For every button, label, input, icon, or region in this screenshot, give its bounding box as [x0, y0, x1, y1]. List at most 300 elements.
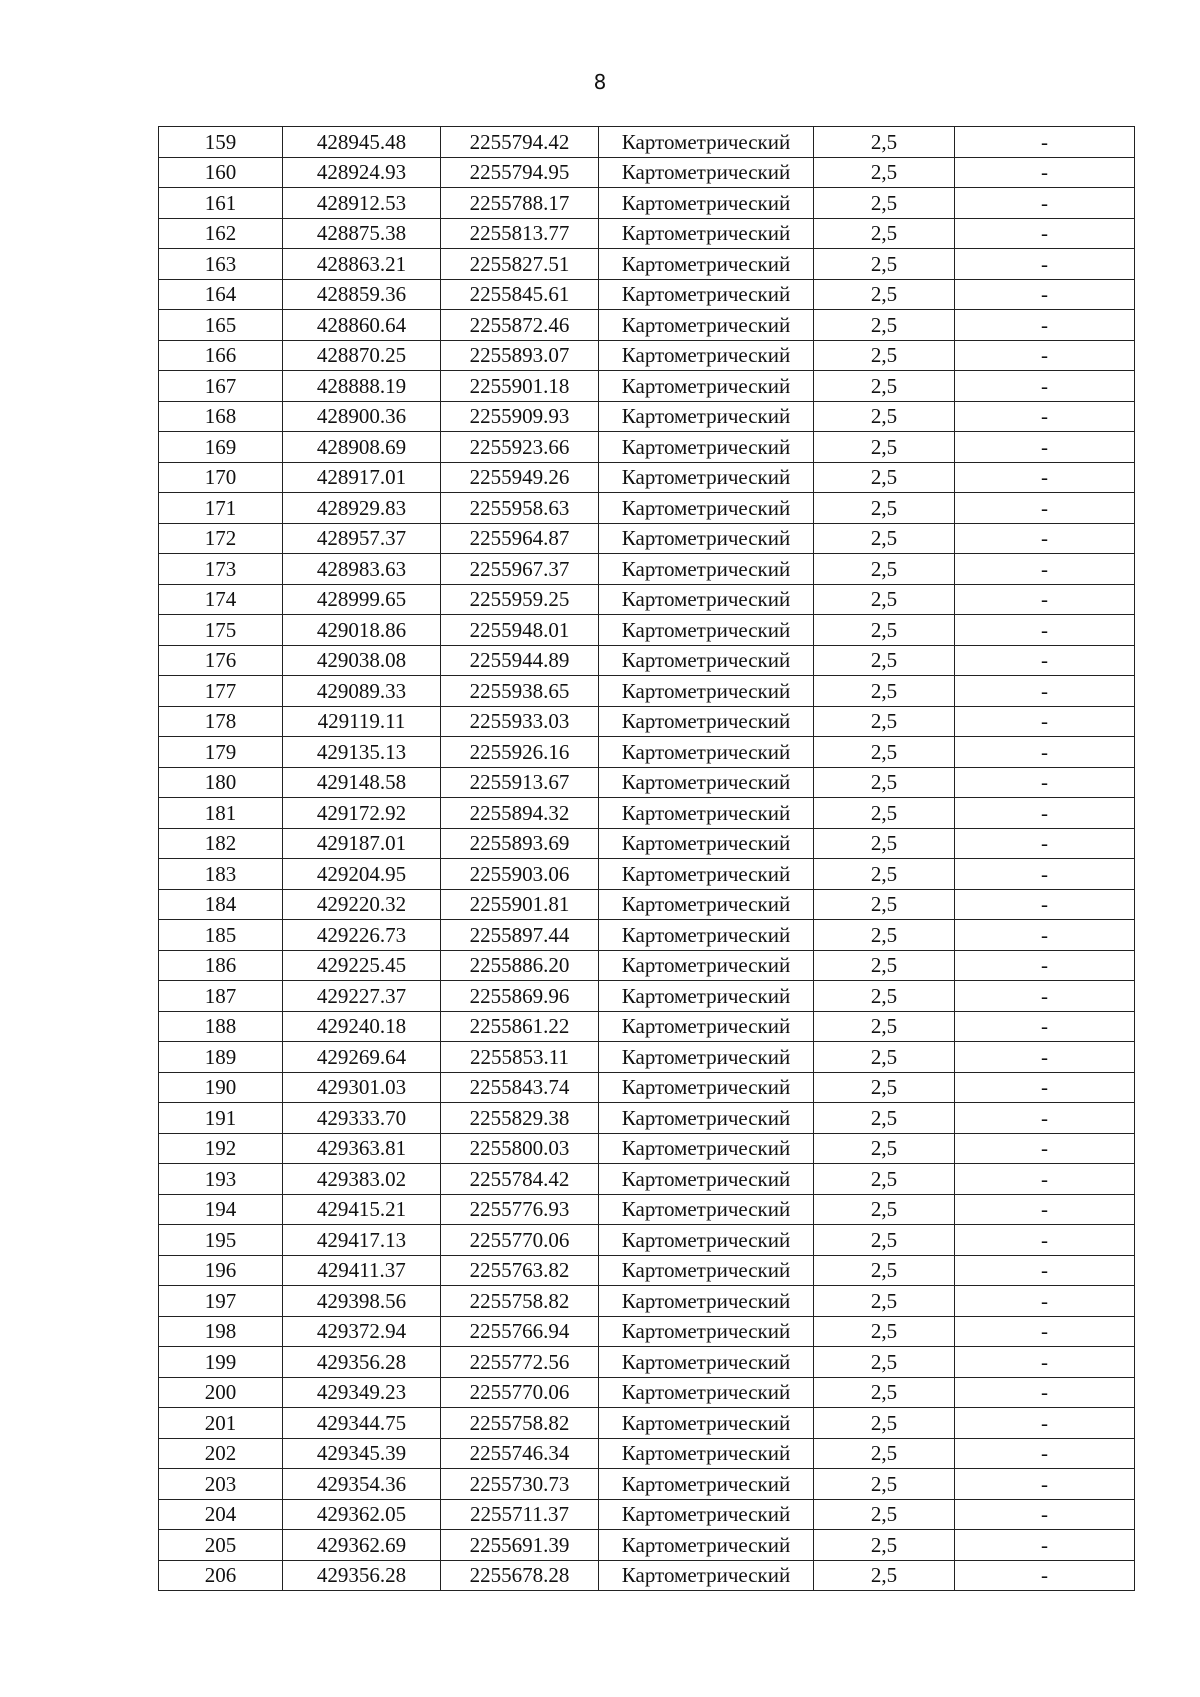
- y-coordinate-cell: 2255909.93: [441, 401, 599, 432]
- y-coordinate-cell: 2255926.16: [441, 737, 599, 768]
- point-number-cell: 179: [159, 737, 283, 768]
- point-number-cell: 180: [159, 767, 283, 798]
- x-coordinate-cell: 428863.21: [283, 249, 441, 280]
- remark-cell: -: [955, 1164, 1135, 1195]
- x-coordinate-cell: 429227.37: [283, 981, 441, 1012]
- method-cell: Картометрический: [599, 920, 814, 951]
- remark-cell: -: [955, 859, 1135, 890]
- x-coordinate-cell: 429172.92: [283, 798, 441, 829]
- y-coordinate-cell: 2255869.96: [441, 981, 599, 1012]
- y-coordinate-cell: 2255933.03: [441, 706, 599, 737]
- accuracy-cell: 2,5: [814, 584, 955, 615]
- remark-cell: -: [955, 798, 1135, 829]
- accuracy-cell: 2,5: [814, 462, 955, 493]
- accuracy-cell: 2,5: [814, 859, 955, 890]
- x-coordinate-cell: 429226.73: [283, 920, 441, 951]
- table-row: [159, 1560, 1135, 1591]
- table-row: [159, 310, 1135, 341]
- remark-cell: -: [955, 828, 1135, 859]
- accuracy-cell: 2,5: [814, 737, 955, 768]
- y-coordinate-cell: 2255959.25: [441, 584, 599, 615]
- y-coordinate-cell: 2255788.17: [441, 188, 599, 219]
- accuracy-cell: 2,5: [814, 1286, 955, 1317]
- y-coordinate-cell: 2255766.94: [441, 1316, 599, 1347]
- point-number-cell: 198: [159, 1316, 283, 1347]
- method-cell: Картометрический: [599, 859, 814, 890]
- y-coordinate-cell: 2255967.37: [441, 554, 599, 585]
- point-number-cell: 160: [159, 157, 283, 188]
- accuracy-cell: 2,5: [814, 1042, 955, 1073]
- accuracy-cell: 2,5: [814, 401, 955, 432]
- table-row: [159, 1011, 1135, 1042]
- accuracy-cell: 2,5: [814, 310, 955, 341]
- y-coordinate-cell: 2255691.39: [441, 1530, 599, 1561]
- accuracy-cell: 2,5: [814, 828, 955, 859]
- point-number-cell: 203: [159, 1469, 283, 1500]
- method-cell: Картометрический: [599, 249, 814, 280]
- method-cell: Картометрический: [599, 676, 814, 707]
- x-coordinate-cell: 429018.86: [283, 615, 441, 646]
- table-row: [159, 950, 1135, 981]
- method-cell: Картометрический: [599, 1347, 814, 1378]
- table-row: [159, 920, 1135, 951]
- accuracy-cell: 2,5: [814, 1469, 955, 1500]
- table-row: [159, 706, 1135, 737]
- point-number-cell: 182: [159, 828, 283, 859]
- y-coordinate-cell: 2255829.38: [441, 1103, 599, 1134]
- accuracy-cell: 2,5: [814, 493, 955, 524]
- table-row: [159, 218, 1135, 249]
- method-cell: Картометрический: [599, 1225, 814, 1256]
- x-coordinate-cell: 429349.23: [283, 1377, 441, 1408]
- y-coordinate-cell: 2255897.44: [441, 920, 599, 951]
- table-row: [159, 432, 1135, 463]
- table-row: [159, 1164, 1135, 1195]
- x-coordinate-cell: 429225.45: [283, 950, 441, 981]
- method-cell: Картометрический: [599, 1438, 814, 1469]
- accuracy-cell: 2,5: [814, 127, 955, 158]
- remark-cell: -: [955, 493, 1135, 524]
- accuracy-cell: 2,5: [814, 1072, 955, 1103]
- remark-cell: -: [955, 615, 1135, 646]
- x-coordinate-cell: 429363.81: [283, 1133, 441, 1164]
- method-cell: Картометрический: [599, 1255, 814, 1286]
- remark-cell: -: [955, 1133, 1135, 1164]
- y-coordinate-cell: 2255770.06: [441, 1377, 599, 1408]
- remark-cell: -: [955, 218, 1135, 249]
- point-number-cell: 172: [159, 523, 283, 554]
- point-number-cell: 166: [159, 340, 283, 371]
- y-coordinate-cell: 2255948.01: [441, 615, 599, 646]
- remark-cell: -: [955, 554, 1135, 585]
- y-coordinate-cell: 2255770.06: [441, 1225, 599, 1256]
- y-coordinate-cell: 2255758.82: [441, 1408, 599, 1439]
- table-row: [159, 1377, 1135, 1408]
- point-number-cell: 195: [159, 1225, 283, 1256]
- table-row: [159, 554, 1135, 585]
- x-coordinate-cell: 429301.03: [283, 1072, 441, 1103]
- accuracy-cell: 2,5: [814, 1194, 955, 1225]
- method-cell: Картометрический: [599, 523, 814, 554]
- accuracy-cell: 2,5: [814, 1255, 955, 1286]
- table-row: [159, 1438, 1135, 1469]
- point-number-cell: 174: [159, 584, 283, 615]
- table-row: [159, 1316, 1135, 1347]
- remark-cell: -: [955, 645, 1135, 676]
- method-cell: Картометрический: [599, 950, 814, 981]
- point-number-cell: 201: [159, 1408, 283, 1439]
- accuracy-cell: 2,5: [814, 1347, 955, 1378]
- x-coordinate-cell: 428983.63: [283, 554, 441, 585]
- method-cell: Картометрический: [599, 737, 814, 768]
- method-cell: Картометрический: [599, 1164, 814, 1195]
- method-cell: Картометрический: [599, 371, 814, 402]
- remark-cell: -: [955, 401, 1135, 432]
- accuracy-cell: 2,5: [814, 798, 955, 829]
- x-coordinate-cell: 428912.53: [283, 188, 441, 219]
- method-cell: Картометрический: [599, 1499, 814, 1530]
- accuracy-cell: 2,5: [814, 981, 955, 1012]
- y-coordinate-cell: 2255763.82: [441, 1255, 599, 1286]
- point-number-cell: 162: [159, 218, 283, 249]
- remark-cell: -: [955, 371, 1135, 402]
- y-coordinate-cell: 2255678.28: [441, 1560, 599, 1591]
- y-coordinate-cell: 2255861.22: [441, 1011, 599, 1042]
- x-coordinate-cell: 428929.83: [283, 493, 441, 524]
- table-row: [159, 1255, 1135, 1286]
- remark-cell: -: [955, 1438, 1135, 1469]
- x-coordinate-cell: 429411.37: [283, 1255, 441, 1286]
- remark-cell: -: [955, 950, 1135, 981]
- accuracy-cell: 2,5: [814, 706, 955, 737]
- accuracy-cell: 2,5: [814, 157, 955, 188]
- table-row: [159, 798, 1135, 829]
- y-coordinate-cell: 2255813.77: [441, 218, 599, 249]
- accuracy-cell: 2,5: [814, 279, 955, 310]
- table-row: [159, 279, 1135, 310]
- accuracy-cell: 2,5: [814, 1377, 955, 1408]
- point-number-cell: 185: [159, 920, 283, 951]
- y-coordinate-cell: 2255923.66: [441, 432, 599, 463]
- x-coordinate-cell: 428875.38: [283, 218, 441, 249]
- accuracy-cell: 2,5: [814, 1133, 955, 1164]
- remark-cell: -: [955, 1377, 1135, 1408]
- y-coordinate-cell: 2255893.07: [441, 340, 599, 371]
- accuracy-cell: 2,5: [814, 767, 955, 798]
- remark-cell: -: [955, 1530, 1135, 1561]
- table-row: [159, 1225, 1135, 1256]
- remark-cell: -: [955, 432, 1135, 463]
- table-row: [159, 523, 1135, 554]
- y-coordinate-cell: 2255730.73: [441, 1469, 599, 1500]
- method-cell: Картометрический: [599, 981, 814, 1012]
- point-number-cell: 173: [159, 554, 283, 585]
- method-cell: Картометрический: [599, 1133, 814, 1164]
- remark-cell: -: [955, 127, 1135, 158]
- coordinates-table: [158, 126, 1135, 1591]
- x-coordinate-cell: 429038.08: [283, 645, 441, 676]
- y-coordinate-cell: 2255772.56: [441, 1347, 599, 1378]
- remark-cell: -: [955, 889, 1135, 920]
- method-cell: Картометрический: [599, 127, 814, 158]
- x-coordinate-cell: 428945.48: [283, 127, 441, 158]
- table-row: [159, 828, 1135, 859]
- x-coordinate-cell: 429135.13: [283, 737, 441, 768]
- point-number-cell: 196: [159, 1255, 283, 1286]
- table-row: [159, 981, 1135, 1012]
- remark-cell: -: [955, 737, 1135, 768]
- method-cell: Картометрический: [599, 1042, 814, 1073]
- x-coordinate-cell: 428870.25: [283, 340, 441, 371]
- x-coordinate-cell: 429417.13: [283, 1225, 441, 1256]
- table-row: [159, 676, 1135, 707]
- method-cell: Картометрический: [599, 767, 814, 798]
- y-coordinate-cell: 2255711.37: [441, 1499, 599, 1530]
- accuracy-cell: 2,5: [814, 676, 955, 707]
- point-number-cell: 181: [159, 798, 283, 829]
- table-row: [159, 1408, 1135, 1439]
- table-row: [159, 889, 1135, 920]
- point-number-cell: 184: [159, 889, 283, 920]
- y-coordinate-cell: 2255746.34: [441, 1438, 599, 1469]
- method-cell: Картометрический: [599, 1560, 814, 1591]
- table-row: [159, 1530, 1135, 1561]
- accuracy-cell: 2,5: [814, 889, 955, 920]
- remark-cell: -: [955, 1072, 1135, 1103]
- method-cell: Картометрический: [599, 1530, 814, 1561]
- method-cell: Картометрический: [599, 1316, 814, 1347]
- method-cell: Картометрический: [599, 462, 814, 493]
- x-coordinate-cell: 429187.01: [283, 828, 441, 859]
- remark-cell: -: [955, 706, 1135, 737]
- accuracy-cell: 2,5: [814, 1316, 955, 1347]
- x-coordinate-cell: 429148.58: [283, 767, 441, 798]
- x-coordinate-cell: 429356.28: [283, 1560, 441, 1591]
- point-number-cell: 199: [159, 1347, 283, 1378]
- remark-cell: -: [955, 1316, 1135, 1347]
- method-cell: Картометрический: [599, 645, 814, 676]
- method-cell: Картометрический: [599, 1408, 814, 1439]
- x-coordinate-cell: 429269.64: [283, 1042, 441, 1073]
- accuracy-cell: 2,5: [814, 615, 955, 646]
- page-number: 8: [593, 70, 607, 94]
- method-cell: Картометрический: [599, 1469, 814, 1500]
- point-number-cell: 205: [159, 1530, 283, 1561]
- accuracy-cell: 2,5: [814, 1499, 955, 1530]
- method-cell: Картометрический: [599, 615, 814, 646]
- method-cell: Картометрический: [599, 1011, 814, 1042]
- accuracy-cell: 2,5: [814, 523, 955, 554]
- accuracy-cell: 2,5: [814, 950, 955, 981]
- point-number-cell: 171: [159, 493, 283, 524]
- remark-cell: -: [955, 584, 1135, 615]
- method-cell: Картометрический: [599, 798, 814, 829]
- x-coordinate-cell: 429383.02: [283, 1164, 441, 1195]
- table-row: [159, 1042, 1135, 1073]
- point-number-cell: 192: [159, 1133, 283, 1164]
- point-number-cell: 187: [159, 981, 283, 1012]
- point-number-cell: 163: [159, 249, 283, 280]
- x-coordinate-cell: 429089.33: [283, 676, 441, 707]
- table-row: [159, 1072, 1135, 1103]
- remark-cell: -: [955, 767, 1135, 798]
- y-coordinate-cell: 2255894.32: [441, 798, 599, 829]
- point-number-cell: 204: [159, 1499, 283, 1530]
- x-coordinate-cell: 428957.37: [283, 523, 441, 554]
- point-number-cell: 189: [159, 1042, 283, 1073]
- point-number-cell: 170: [159, 462, 283, 493]
- method-cell: Картометрический: [599, 1103, 814, 1134]
- x-coordinate-cell: 429204.95: [283, 859, 441, 890]
- remark-cell: -: [955, 279, 1135, 310]
- remark-cell: -: [955, 462, 1135, 493]
- table-row: [159, 157, 1135, 188]
- point-number-cell: 188: [159, 1011, 283, 1042]
- x-coordinate-cell: 428924.93: [283, 157, 441, 188]
- table-row: [159, 767, 1135, 798]
- point-number-cell: 168: [159, 401, 283, 432]
- method-cell: Картометрический: [599, 1072, 814, 1103]
- remark-cell: -: [955, 981, 1135, 1012]
- x-coordinate-cell: 428999.65: [283, 584, 441, 615]
- x-coordinate-cell: 428860.64: [283, 310, 441, 341]
- x-coordinate-cell: 428908.69: [283, 432, 441, 463]
- method-cell: Картометрический: [599, 340, 814, 371]
- table-row: [159, 584, 1135, 615]
- remark-cell: -: [955, 1103, 1135, 1134]
- remark-cell: -: [955, 188, 1135, 219]
- remark-cell: -: [955, 1042, 1135, 1073]
- point-number-cell: 190: [159, 1072, 283, 1103]
- point-number-cell: 175: [159, 615, 283, 646]
- y-coordinate-cell: 2255886.20: [441, 950, 599, 981]
- y-coordinate-cell: 2255845.61: [441, 279, 599, 310]
- x-coordinate-cell: 429333.70: [283, 1103, 441, 1134]
- method-cell: Картометрический: [599, 157, 814, 188]
- remark-cell: -: [955, 523, 1135, 554]
- point-number-cell: 191: [159, 1103, 283, 1134]
- x-coordinate-cell: 428900.36: [283, 401, 441, 432]
- table-row: [159, 1133, 1135, 1164]
- point-number-cell: 161: [159, 188, 283, 219]
- x-coordinate-cell: 429344.75: [283, 1408, 441, 1439]
- remark-cell: -: [955, 1499, 1135, 1530]
- y-coordinate-cell: 2255949.26: [441, 462, 599, 493]
- point-number-cell: 177: [159, 676, 283, 707]
- method-cell: Картометрический: [599, 279, 814, 310]
- remark-cell: -: [955, 1560, 1135, 1591]
- point-number-cell: 197: [159, 1286, 283, 1317]
- accuracy-cell: 2,5: [814, 645, 955, 676]
- y-coordinate-cell: 2255901.81: [441, 889, 599, 920]
- remark-cell: -: [955, 157, 1135, 188]
- table-row: [159, 1103, 1135, 1134]
- x-coordinate-cell: 429415.21: [283, 1194, 441, 1225]
- y-coordinate-cell: 2255958.63: [441, 493, 599, 524]
- x-coordinate-cell: 429356.28: [283, 1347, 441, 1378]
- remark-cell: -: [955, 249, 1135, 280]
- accuracy-cell: 2,5: [814, 340, 955, 371]
- table-row: [159, 859, 1135, 890]
- table-row: [159, 645, 1135, 676]
- method-cell: Картометрический: [599, 1286, 814, 1317]
- y-coordinate-cell: 2255794.95: [441, 157, 599, 188]
- method-cell: Картометрический: [599, 493, 814, 524]
- point-number-cell: 200: [159, 1377, 283, 1408]
- y-coordinate-cell: 2255776.93: [441, 1194, 599, 1225]
- point-number-cell: 206: [159, 1560, 283, 1591]
- table-row: [159, 1194, 1135, 1225]
- accuracy-cell: 2,5: [814, 1011, 955, 1042]
- point-number-cell: 176: [159, 645, 283, 676]
- y-coordinate-cell: 2255800.03: [441, 1133, 599, 1164]
- y-coordinate-cell: 2255827.51: [441, 249, 599, 280]
- x-coordinate-cell: 429119.11: [283, 706, 441, 737]
- table-row: [159, 127, 1135, 158]
- x-coordinate-cell: 429345.39: [283, 1438, 441, 1469]
- table-row: [159, 462, 1135, 493]
- point-number-cell: 165: [159, 310, 283, 341]
- remark-cell: -: [955, 1011, 1135, 1042]
- y-coordinate-cell: 2255872.46: [441, 310, 599, 341]
- accuracy-cell: 2,5: [814, 1560, 955, 1591]
- remark-cell: -: [955, 676, 1135, 707]
- remark-cell: -: [955, 1347, 1135, 1378]
- remark-cell: -: [955, 1408, 1135, 1439]
- point-number-cell: 193: [159, 1164, 283, 1195]
- y-coordinate-cell: 2255843.74: [441, 1072, 599, 1103]
- method-cell: Картометрический: [599, 310, 814, 341]
- table-row: [159, 249, 1135, 280]
- accuracy-cell: 2,5: [814, 1530, 955, 1561]
- table-row: [159, 401, 1135, 432]
- y-coordinate-cell: 2255853.11: [441, 1042, 599, 1073]
- point-number-cell: 169: [159, 432, 283, 463]
- coordinates-table-body: [159, 127, 1135, 1591]
- point-number-cell: 164: [159, 279, 283, 310]
- y-coordinate-cell: 2255758.82: [441, 1286, 599, 1317]
- remark-cell: -: [955, 1286, 1135, 1317]
- table-row: [159, 1286, 1135, 1317]
- y-coordinate-cell: 2255913.67: [441, 767, 599, 798]
- method-cell: Картометрический: [599, 889, 814, 920]
- accuracy-cell: 2,5: [814, 1438, 955, 1469]
- accuracy-cell: 2,5: [814, 432, 955, 463]
- y-coordinate-cell: 2255944.89: [441, 645, 599, 676]
- accuracy-cell: 2,5: [814, 1408, 955, 1439]
- method-cell: Картометрический: [599, 218, 814, 249]
- accuracy-cell: 2,5: [814, 218, 955, 249]
- method-cell: Картометрический: [599, 1377, 814, 1408]
- method-cell: Картометрический: [599, 584, 814, 615]
- accuracy-cell: 2,5: [814, 1103, 955, 1134]
- table-row: [159, 1347, 1135, 1378]
- table-row: [159, 188, 1135, 219]
- accuracy-cell: 2,5: [814, 920, 955, 951]
- method-cell: Картометрический: [599, 706, 814, 737]
- table-row: [159, 493, 1135, 524]
- method-cell: Картометрический: [599, 188, 814, 219]
- remark-cell: -: [955, 310, 1135, 341]
- x-coordinate-cell: 429362.69: [283, 1530, 441, 1561]
- point-number-cell: 167: [159, 371, 283, 402]
- x-coordinate-cell: 429354.36: [283, 1469, 441, 1500]
- x-coordinate-cell: 429398.56: [283, 1286, 441, 1317]
- remark-cell: -: [955, 340, 1135, 371]
- point-number-cell: 183: [159, 859, 283, 890]
- x-coordinate-cell: 429362.05: [283, 1499, 441, 1530]
- accuracy-cell: 2,5: [814, 249, 955, 280]
